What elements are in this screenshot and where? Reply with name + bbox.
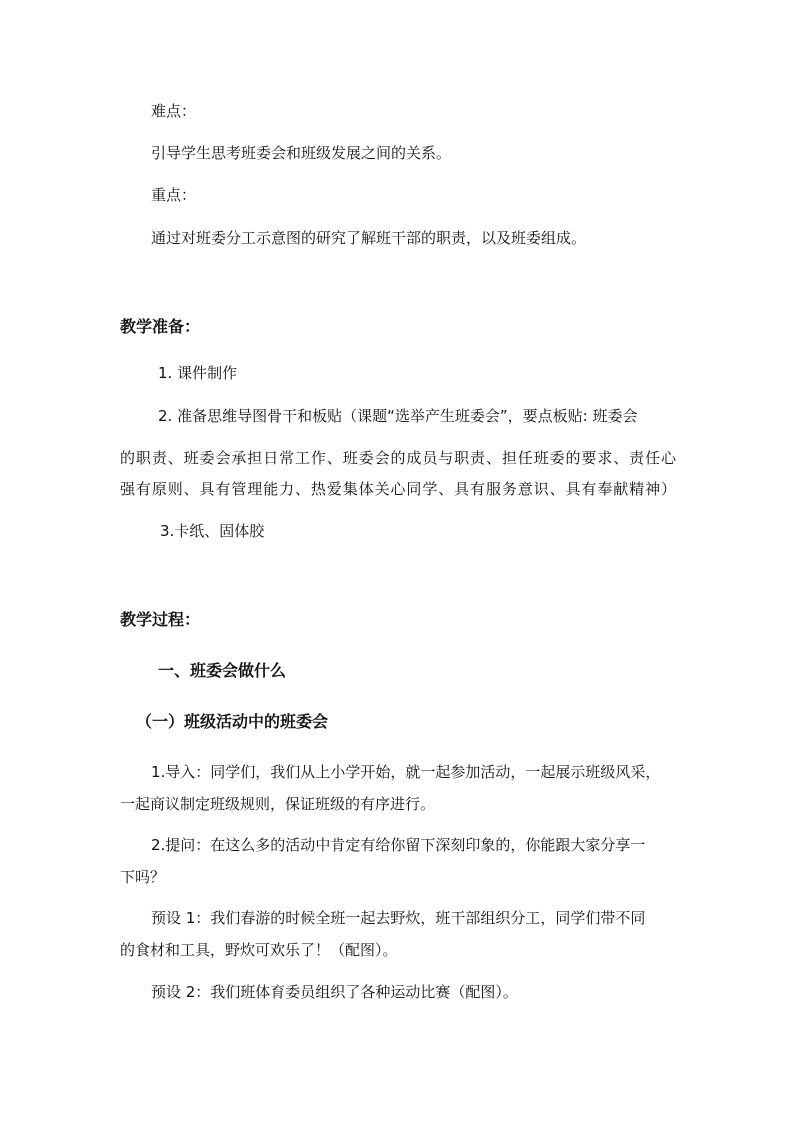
process-heading: 教学过程： [120, 610, 201, 629]
section-heading-1: 一、班委会做什么 [158, 661, 287, 680]
preparation-item-1: 1. 课件制作 [158, 364, 238, 382]
difficulty-label: 难点： [151, 102, 197, 120]
preparation-heading: 教学准备： [120, 317, 201, 336]
subsection-heading-1: （一）班级活动中的班委会 [136, 712, 329, 731]
paragraph-3-line-1: 预设 1：我们春游的时候全班一起去野炊，班干部组织分工，同学们带不同 [151, 909, 646, 927]
difficulty-text: 引导学生思考班委会和班级发展之间的关系。 [151, 144, 452, 162]
paragraph-2-line-1: 2.提问：在这么多的活动中肯定有给你留下深刻印象的，你能跟大家分享一 [151, 836, 646, 854]
key-point-label: 重点： [151, 186, 197, 204]
paragraph-1-line-1: 1.导入：同学们，我们从上小学开始，就一起参加活动，一起展示班级风采， [151, 763, 661, 781]
paragraph-3-line-2: 的食材和工具，野炊可欢乐了！（配图）。 [120, 941, 398, 959]
paragraph-4-line-1: 预设 2：我们班体育委员组织了各种运动比赛（配图）。 [151, 983, 518, 1001]
preparation-item-2-line-3: 强有原则、具有管理能力、热爱集体关心同学、具有服务意识、具有奉献精神） [120, 480, 676, 498]
preparation-item-2-line-2: 的职责、班委会承担日常工作、班委会的成员与职责、担任班委的要求、责任心 [120, 449, 676, 467]
preparation-item-2-line-1: 2. 准备思维导图骨干和板贴（课题“选举产生班委会”，要点板贴: 班委会 [158, 407, 638, 425]
paragraph-2-line-2: 下吗？ [120, 868, 166, 886]
key-point-text: 通过对班委分工示意图的研究了解班干部的职责，以及班委组成。 [151, 229, 587, 247]
preparation-item-3: 3.卡纸、固体胶 [160, 522, 265, 540]
paragraph-1-line-2: 一起商议制定班级规则，保证班级的有序进行。 [120, 795, 436, 813]
